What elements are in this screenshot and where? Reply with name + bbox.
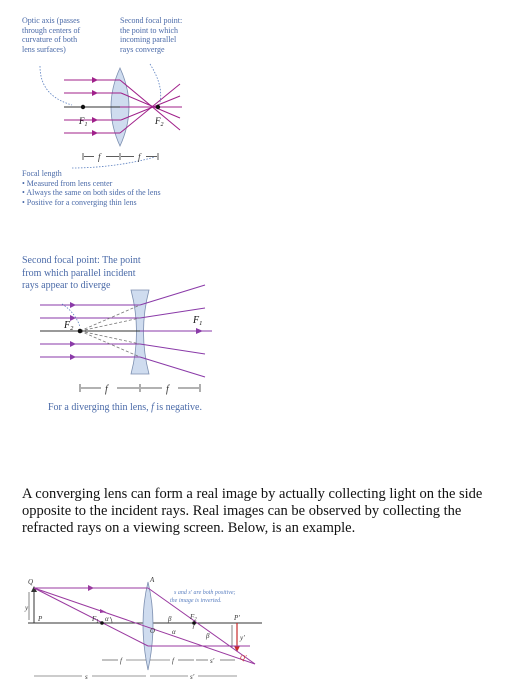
alpha-arc	[110, 617, 112, 623]
s-prime-label-top: s'	[210, 657, 215, 665]
scale-f-right: f	[138, 152, 141, 162]
a-label: A	[150, 576, 155, 584]
bullet: • Positive for a converging thin lens	[22, 197, 137, 207]
diverging-caption: Second focal point: The point from which parallel incident rays appear to diverge	[22, 255, 141, 291]
q-prime-label: Q'	[240, 654, 247, 662]
beta-label-right: β	[206, 632, 210, 640]
alpha-label: α	[105, 615, 109, 623]
f-left-label: f	[120, 657, 122, 665]
optic-axis-leader	[40, 66, 72, 105]
focal-length-heading: Focal length	[22, 169, 62, 178]
f2-label: $F_2$	[155, 116, 164, 128]
ray-arrowheads	[88, 585, 106, 613]
scale-f-right: f	[166, 384, 169, 395]
s-label: s	[85, 673, 88, 681]
note-line-1: s and s' are both positive;	[174, 590, 236, 596]
diverging-footer: For a diverging thin lens, f is negative.	[48, 402, 202, 413]
scale-f-left: f	[105, 384, 108, 395]
f1-label: $F_1$	[92, 615, 99, 625]
p-prime-label: P'	[234, 614, 240, 622]
q-label: Q	[28, 578, 34, 586]
focal-length-scale	[80, 384, 200, 392]
beta-label: β	[168, 615, 172, 623]
f1-label: $F_1$	[79, 116, 88, 128]
distance-scales	[34, 660, 237, 676]
p-label: P	[38, 615, 43, 623]
bullet: • Always the same on both sides of the lens	[22, 188, 161, 197]
note-line-2: the image is inverted.	[170, 598, 222, 604]
explanation-paragraph: A converging lens can form a real image by actually collecting light on the side opposite to the incident rays. Real images can be observed by collecting the refracted rays on a viewing screen. Below, is an example.	[22, 486, 483, 536]
f2-label: $F_2$	[64, 320, 74, 332]
bullet: • Measured from lens center	[22, 178, 113, 188]
s-prime-label-bottom: s'	[190, 673, 195, 681]
f1-label: $F_1$	[193, 315, 203, 327]
ray-arrowheads	[92, 77, 98, 136]
scale-f-left: f	[98, 152, 101, 162]
y-label: y	[25, 604, 29, 612]
alpha-label-right: α	[172, 628, 176, 636]
second-focal-point-annotation: Second focal point: the point to which incoming parallel rays converge	[120, 16, 183, 54]
focal-length-notes	[22, 169, 161, 207]
focal-point-leader	[150, 64, 161, 102]
f2-label: $F_2$	[190, 613, 197, 623]
f1-dot	[81, 105, 85, 109]
f2-dot	[78, 329, 83, 334]
optic-axis-annotation: Optic axis (passes through centers of curvature of both lens surfaces)	[22, 16, 81, 54]
o-label: O	[150, 627, 156, 635]
f2-dot	[156, 105, 160, 109]
real-image-diagram	[0, 570, 506, 700]
f-right-label: f	[172, 657, 174, 665]
focal-length-leader	[72, 157, 155, 168]
y-prime-label: y'	[240, 634, 245, 642]
